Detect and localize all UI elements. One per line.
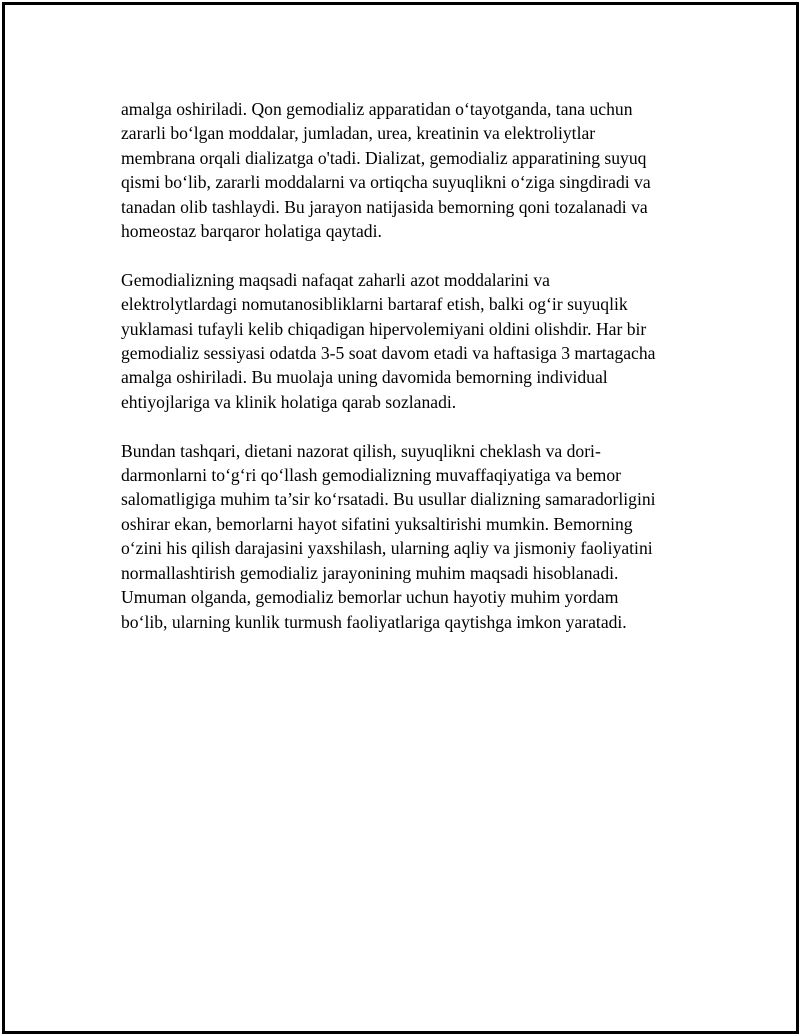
text-line: membrana orqali dializatga o'tadi. Dializat, gemodializ apparatining suyuq xyxy=(121,147,647,168)
text-line: o‘zini his qilish darajasini yaxshilash, ularning aqliy va jismoniy faoliyatini xyxy=(121,538,653,559)
text-line: amalga oshiriladi. Qon gemodializ apparatidan o‘tayotganda, tana uchun xyxy=(121,99,633,119)
text-line: qismi bo‘lib, zararli moddalarni va ortiqcha suyuqlikni o‘ziga singdiradi va xyxy=(121,172,651,193)
text-line: bo‘lib, ularning kunlik turmush faoliyatlariga qaytishga imkon yaratadi. xyxy=(121,611,627,632)
text-line: salomatligiga muhim ta’sir ko‘rsatadi. Bu usullar dializning samaradorligini xyxy=(121,489,656,510)
text-line: amalga oshiriladi. Bu muolaja uning davomida bemorning individual xyxy=(121,367,608,388)
text-line: Bundan tashqari, dietani nazorat qilish, suyuqlikni cheklash va dori- xyxy=(121,440,601,461)
text-line: zararli bo‘lgan moddalar, jumladan, urea, kreatinin va elektroliytlar xyxy=(121,123,596,144)
text-line: normallashtirish gemodializ jarayonining muhim maqsadi hisoblanadi. xyxy=(121,562,619,583)
text-line: ehtiyojlariga va klinik holatiga qarab sozlanadi. xyxy=(121,391,457,412)
text-line: tanadan olib tashlaydi. Bu jarayon natijasida bemorning qoni tozalanadi va xyxy=(121,196,648,217)
paragraph-1 xyxy=(121,97,691,243)
document-body xyxy=(121,97,691,658)
text-line: darmonlarni to‘g‘ri qo‘llash gemodializning muvaffaqiyatiga va bemor xyxy=(121,465,621,486)
paragraph-3 xyxy=(121,439,691,634)
text-line: oshirar ekan, bemorlarni hayot sifatini yuksaltirishi mumkin. Bemorning xyxy=(121,513,633,534)
paragraph-2 xyxy=(121,268,691,414)
document-page xyxy=(2,2,799,1034)
text-line: yuklamasi tufayli kelib chiqadigan hipervolemiyani oldini olishdir. Har bir xyxy=(121,318,647,339)
text-line: elektrolytlardagi nomutanosibliklarni bartaraf etish, balki og‘ir suyuqlik xyxy=(121,294,628,315)
text-line: Gemodializning maqsadi nafaqat zaharli azot moddalarini va xyxy=(121,269,550,290)
text-line: gemodializ sessiyasi odatda 3-5 soat davom etadi va haftasiga 3 martagacha xyxy=(121,343,656,364)
text-line: homeostaz barqaror holatiga qaytadi. xyxy=(121,221,382,242)
text-line: Umuman olganda, gemodializ bemorlar uchun hayotiy muhim yordam xyxy=(121,587,619,608)
